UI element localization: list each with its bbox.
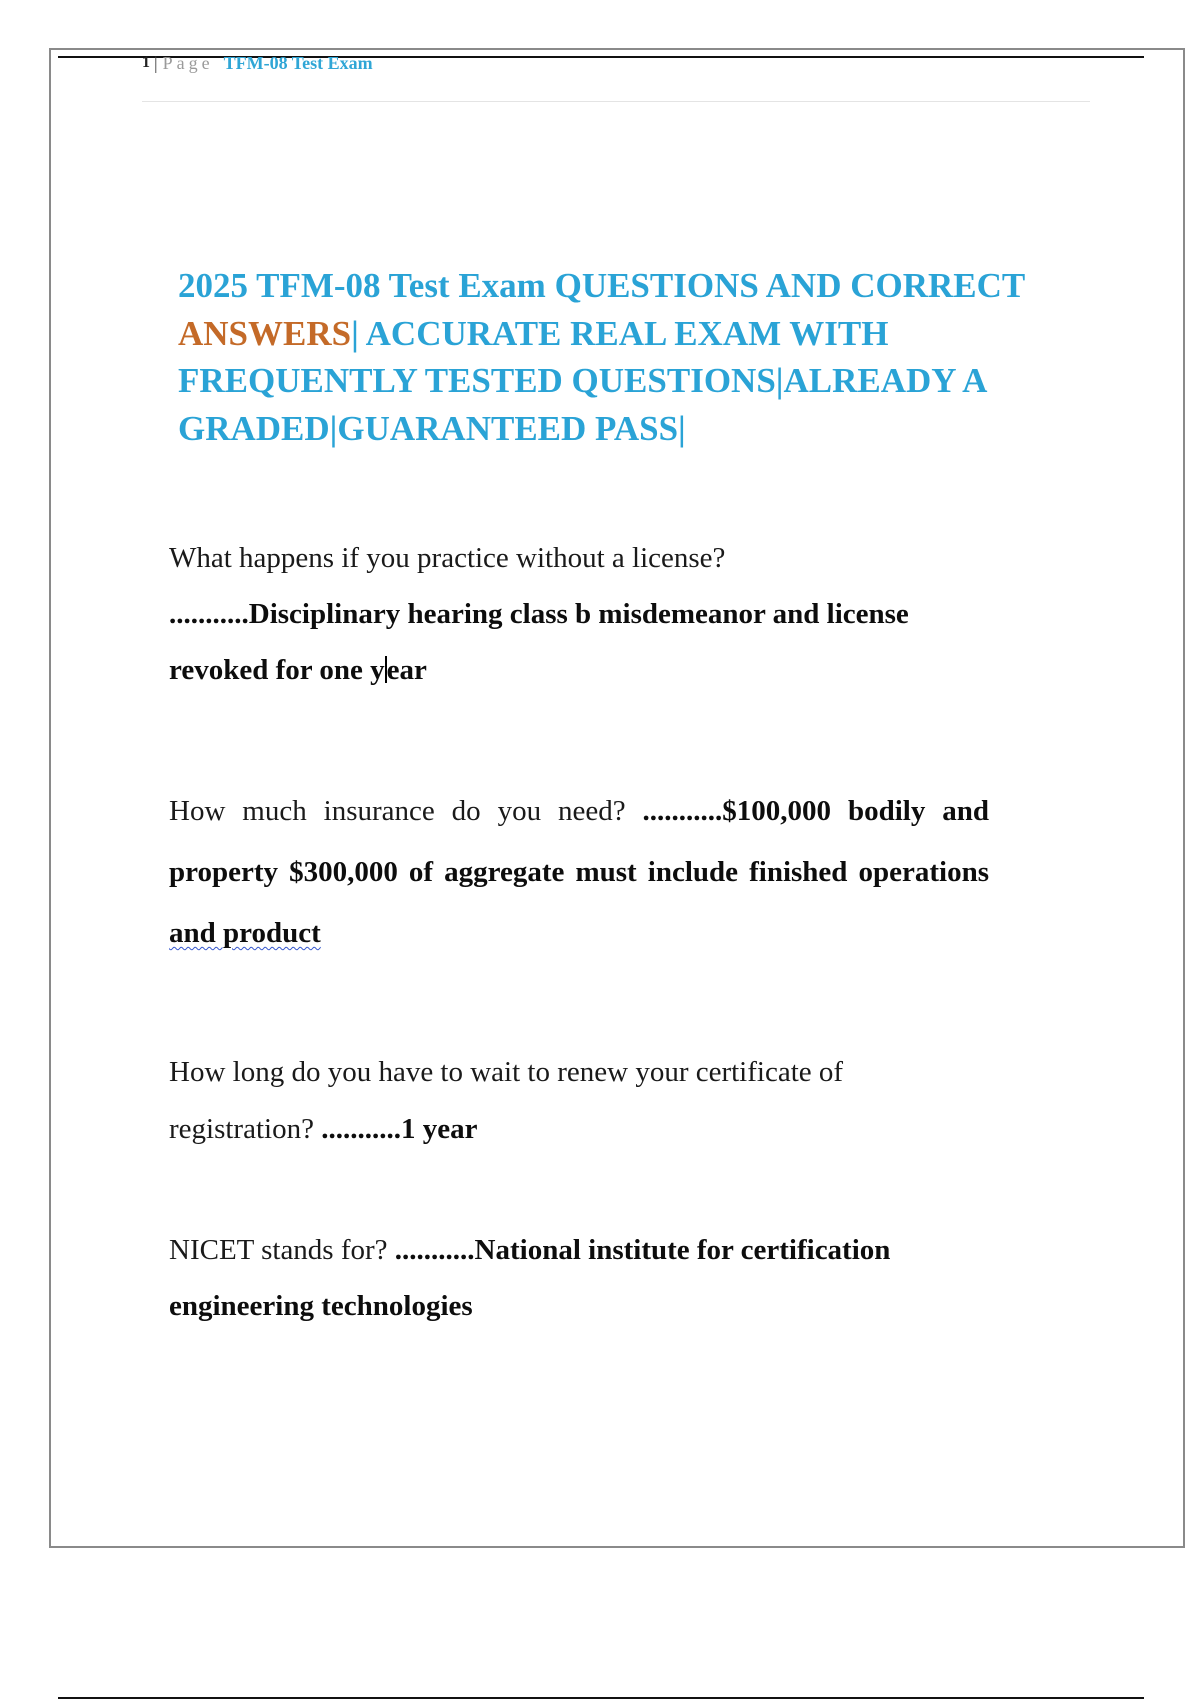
answer-text xyxy=(169,598,909,686)
question-text: How much insurance do you need? xyxy=(169,795,643,827)
qa-item-nicet xyxy=(169,1222,989,1334)
title-accent-word: ANSWERS xyxy=(178,313,352,353)
qa-item-renewal xyxy=(169,1044,989,1158)
qa-item-license xyxy=(169,530,989,698)
header-divider xyxy=(142,101,1090,102)
question-text: What happens if you practice without a license? xyxy=(169,542,726,574)
header-document-name: TFM-08 Test Exam xyxy=(223,52,373,73)
question-text: How long do you have to wait to renew your certificate of registration? xyxy=(169,1056,844,1145)
title-text-start: 2025 TFM-08 Test Exam QUESTIONS AND CORRECT xyxy=(178,266,1025,305)
answer-text-start: ...........Disciplinary hearing class b misdemeanor and license revoked for one y xyxy=(169,598,909,686)
page-label: Page xyxy=(162,52,214,73)
document-title xyxy=(178,262,1058,452)
next-page-rule xyxy=(58,1697,1144,1699)
spellcheck-underlined-text: and product xyxy=(169,917,321,949)
answer-text: ...........1 year xyxy=(321,1113,478,1145)
title-text-end: | ACCURATE REAL EXAM WITH FREQUENTLY TESTED QUESTIONS|ALREADY A GRADED|GUARANTEED PASS| xyxy=(178,313,986,448)
answer-text: ...........National institute for certification engineering technologies xyxy=(169,1234,891,1322)
page-header xyxy=(142,52,373,74)
answer-text-end: ear xyxy=(386,654,427,686)
header-separator: | xyxy=(154,52,158,73)
question-text: NICET stands for? xyxy=(169,1234,395,1266)
qa-item-insurance xyxy=(169,781,989,964)
page-number: 1 xyxy=(142,54,150,71)
answer-text-start: ...........$100,000 bodily and property $300,000 of aggregate must include finished operations xyxy=(169,795,989,888)
